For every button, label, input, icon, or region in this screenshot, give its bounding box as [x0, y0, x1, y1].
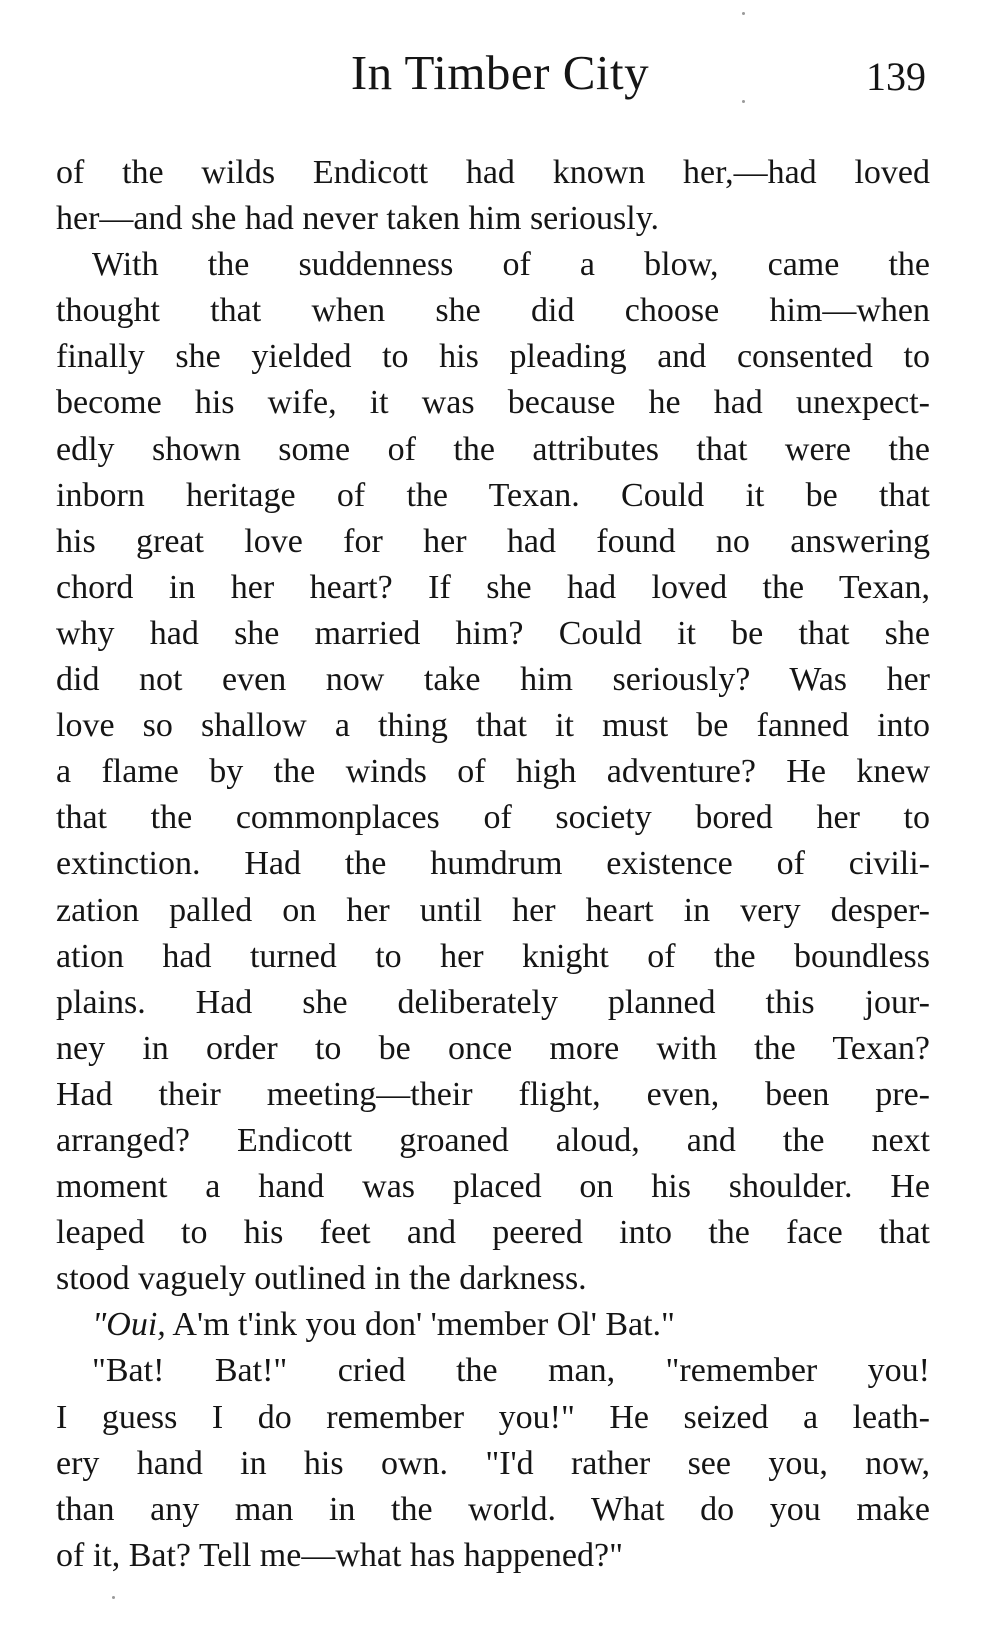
paper-speck [742, 12, 745, 15]
paper-speck [112, 1596, 115, 1599]
text-line: of the wilds Endicott had known her,—had loved [56, 154, 930, 191]
text-line [56, 1302, 930, 1348]
text-line: her—and she had never taken him seriously. [56, 200, 660, 238]
text-line: of it, Bat? Tell me—what has happened?" [56, 1536, 623, 1574]
chapter-title: In Timber City [350, 45, 650, 100]
text-line: zation palled on her until her heart in very desper- [56, 891, 930, 929]
text-line: inborn heritage of the Texan. Could it be that [56, 476, 930, 514]
text-line: than any man in the world. What do you make [56, 1490, 930, 1528]
paragraph-1 [56, 150, 930, 242]
text-line: plains. Had she deliberately planned this jour- [56, 983, 930, 1021]
text-line: that the commonplaces of society bored her to [56, 799, 930, 837]
text-line: leaped to his feet and peered into the face that [56, 1214, 930, 1252]
text-line: "Bat! Bat!" cried the man, "remember you! [92, 1352, 930, 1390]
text-line: Had their meeting—their flight, even, been pre- [56, 1075, 930, 1113]
text-line: ery hand in his own. "I'd rather see you, now, [56, 1444, 930, 1482]
italic-lead: "Oui, [92, 1306, 166, 1344]
text-line: ney in order to be once more with the Texan? [56, 1029, 930, 1067]
text-line: extinction. Had the humdrum existence of civili- [56, 845, 930, 883]
text-line: With the suddenness of a blow, came the [92, 246, 930, 284]
body-text [56, 150, 930, 1579]
paragraph-4 [56, 1348, 930, 1578]
text-line: his great love for her had found no answering [56, 522, 930, 560]
text-line-rest: A'm t'ink you don' 'member Ol' Bat." [172, 1306, 675, 1344]
text-line: chord in her heart? If she had loved the Texan, [56, 568, 930, 606]
running-head [0, 38, 1000, 108]
text-line: did not even now take him seriously? Was her [56, 661, 930, 699]
paragraph-2 [56, 242, 930, 1302]
text-line: edly shown some of the attributes that were the [56, 430, 930, 468]
text-line: stood vaguely outlined in the darkness. [56, 1260, 587, 1298]
text-line: why had she married him? Could it be that she [56, 614, 930, 652]
text-line: thought that when she did choose him—when [56, 292, 930, 330]
text-line: a flame by the winds of high adventure? He knew [56, 753, 930, 791]
paper-speck [742, 100, 745, 103]
text-line: arranged? Endicott groaned aloud, and the next [56, 1121, 930, 1159]
text-line: become his wife, it was because he had unexpect- [56, 384, 930, 422]
page-number: 139 [866, 54, 926, 99]
text-line: I guess I do remember you!" He seized a leath- [56, 1398, 930, 1436]
text-line: finally she yielded to his pleading and consented to [56, 338, 930, 376]
text-line: ation had turned to her knight of the boundless [56, 937, 930, 975]
text-line: moment a hand was placed on his shoulder. He [56, 1168, 930, 1206]
paragraph-3 [56, 1302, 930, 1348]
text-line: love so shallow a thing that it must be fanned into [56, 707, 930, 745]
